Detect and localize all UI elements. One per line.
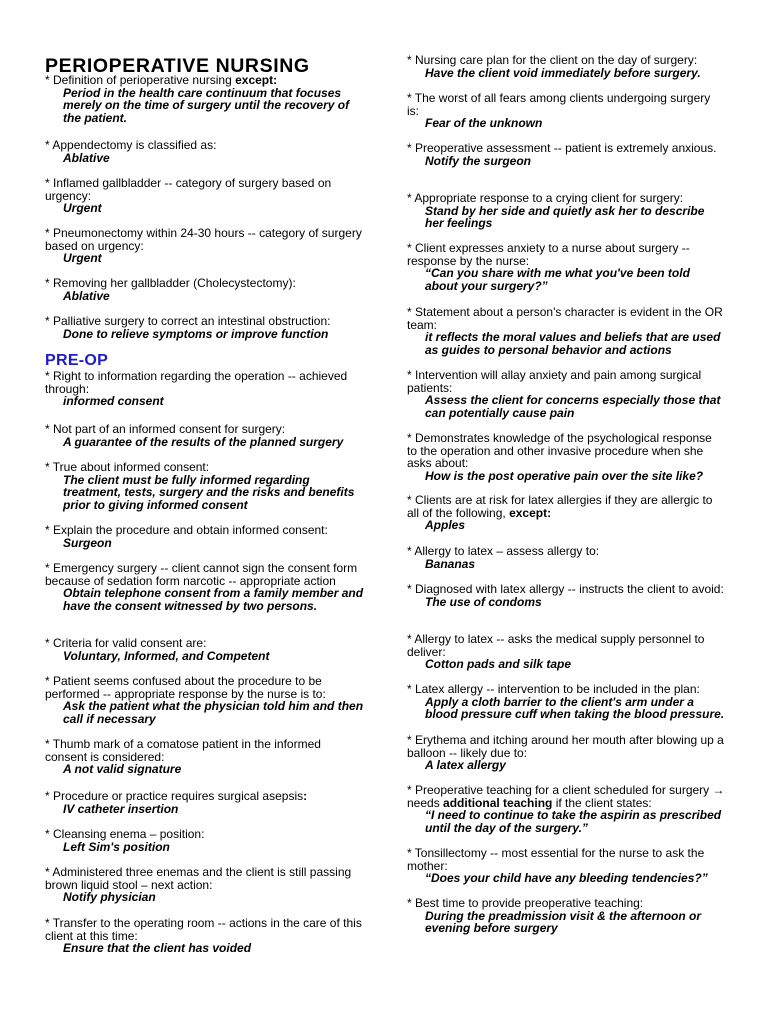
question-text [45,139,365,152]
question-stem: * Tonsillectomy -- most essential for the nurse to ask the mother: [407,846,705,873]
answer-text: it reflects the moral values and beliefs that are used as guides to personal behavior and actions [425,330,721,357]
qa-item [407,369,725,419]
question-emphasis: except: [235,73,278,87]
question-stem: * Appendectomy is classified as: [45,138,217,152]
qa-item [407,683,725,721]
answer-text: Voluntary, Informed, and Competent [63,648,270,663]
qa-item [45,828,365,853]
qa-item [407,784,725,834]
question-stem: * Thumb mark of a comatose patient in the informed consent is considered: [45,737,321,764]
question-text [407,897,725,910]
qa-item [45,562,365,612]
question-text [45,423,365,436]
answer-text: A not valid signature [63,762,182,776]
question-text [45,738,365,763]
question-stem: * Pneumonectomy within 24-30 hours -- category of surgery based on urgency: [45,226,362,253]
qa-item [45,139,365,164]
section-heading-preop: PRE-OP [45,352,109,369]
qa-item [407,545,725,570]
answer-text: “Does your child have any bleeding tendencies?” [425,871,708,885]
qa-item [407,242,725,292]
question-text [45,370,365,395]
question-text [407,583,725,596]
answer-text: Period in the health care continuum that focuses merely on the time of surgery until the recovery of the patient. [63,85,350,125]
question-text [45,866,365,891]
question-text [45,790,365,803]
question-stem: * Patient seems confused about the procedure to be performed -- appropriate response by the nurse is to: [45,674,326,701]
answer-text: A guarantee of the results of the planned surgery [63,434,344,449]
question-stem: * Preoperative assessment -- patient is extremely anxious. [407,141,717,155]
question-text [407,242,725,267]
question-text [407,369,725,394]
question-stem: * Removing her gallbladder (Cholecystectomy): [45,276,296,290]
question-stem: * True about informed consent: [45,460,210,474]
question-text [407,142,725,155]
qa-item [407,734,725,772]
answer-text: Stand by her side and quietly ask her to describe her feelings [425,203,705,230]
answer-text: Ablative [63,288,110,303]
question-stem: * Intervention will allay anxiety and pain among surgical patients: [407,368,702,395]
qa-item [45,423,365,448]
question-text [45,227,365,252]
answer-text: The client must be fully informed regarding treatment, tests, surgery and the risks and benefits prior to giving informed consent [63,472,355,512]
question-text [407,192,725,205]
qa-item [407,192,725,230]
qa-item [45,74,365,124]
question-text [407,545,725,558]
question-text [45,277,365,290]
question-stem: * Preoperative teaching for a client scheduled for surgery → needs [407,783,725,810]
question-text [45,74,365,87]
answer-text: IV catheter insertion [63,801,179,816]
answer-text: “Can you share with me what you've been told about your surgery?” [425,266,690,293]
question-emphasis: : [303,789,308,803]
qa-item [45,461,365,511]
question-text [407,734,725,759]
question-text [45,917,365,942]
question-stem: * Appropriate response to a crying client for surgery: [407,191,684,205]
question-text [407,54,725,67]
question-stem: * Palliative surgery to correct an intestinal obstruction: [45,314,331,328]
answer-text: Have the client void immediately before surgery. [425,65,701,80]
answer-text: Ask the patient what the physician told him and then call if necessary [63,699,364,726]
qa-item [45,637,365,662]
answer-text: Notify physician [63,890,156,904]
question-stem: * Not part of an informed consent for surgery: [45,422,286,436]
qa-item [45,866,365,904]
qa-item [45,790,365,815]
question-stem: * Right to information regarding the operation -- achieved through: [45,369,348,396]
question-tail: if the client states: [552,795,652,810]
answer-text: Ablative [63,150,110,165]
qa-item [45,177,365,215]
question-stem: * Procedure or practice requires surgical asepsis [45,789,304,803]
question-stem: * Inflamed gallbladder -- category of surgery based on urgency: [45,176,332,203]
question-stem: * Cleansing enema – position: [45,827,205,841]
page-title: PERIOPERATIVE NURSING [45,55,310,77]
question-text [407,306,725,331]
qa-item [45,277,365,302]
answer-text: Done to relieve symptoms or improve function [63,326,329,341]
question-text [407,92,725,117]
answer-text: During the preadmission visit & the afternoon or evening before surgery [425,908,702,935]
answer-text: Apply a cloth barrier to the client's arm under a blood pressure cuff when taking the blood pressure. [425,694,725,721]
question-stem: * Client expresses anxiety to a nurse about surgery -- response by the nurse: [407,241,690,268]
qa-item [45,524,365,549]
qa-item [407,494,725,532]
question-stem: * Definition of perioperative nursing [45,73,236,87]
question-stem: * Explain the procedure and obtain informed consent: [45,523,328,537]
question-text [45,177,365,202]
question-stem: * Criteria for valid consent are: [45,636,207,650]
question-stem: * Allergy to latex -- asks the medical supply personnel to deliver: [407,632,705,659]
answer-text: Left Sim's position [63,839,170,854]
question-stem: * The worst of all fears among clients undergoing surgery is: [407,91,711,118]
question-stem: * Clients are at risk for latex allergies if they are allergic to all of the following, [407,493,713,520]
answer-text: Bananas [425,556,476,571]
question-stem: * Demonstrates knowledge of the psychological response to the operation and other invasive procedure when she asks about: [407,431,712,470]
question-text [407,494,725,519]
question-text [407,432,725,470]
question-text [407,847,725,872]
qa-item [407,583,725,608]
question-stem: * Diagnosed with latex allergy -- instructs the client to avoid: [407,582,724,596]
question-emphasis: additional teaching [443,795,553,810]
question-stem: * Best time to provide preoperative teaching: [407,896,644,910]
qa-item [45,917,365,955]
qa-item [407,897,725,935]
answer-text: The use of condoms [425,594,542,609]
answer-text: A latex allergy [425,758,506,772]
question-stem: * Latex allergy -- intervention to be included in the plan: [407,682,700,696]
question-stem: * Administered three enemas and the client is still passing brown liquid stool – next action: [45,865,352,892]
answer-text: Obtain telephone consent from a family member and have the consent witnessed by two persons. [63,586,364,613]
question-text [45,315,365,328]
answer-text: How is the post operative pain over the site like? [425,468,704,483]
question-text [407,683,725,696]
question-text [45,524,365,537]
qa-item [407,847,725,885]
question-stem: * Allergy to latex – assess allergy to: [407,544,600,558]
qa-item [407,54,725,79]
qa-item [45,675,365,725]
answer-text: Fear of the unknown [425,116,543,130]
question-text [45,461,365,474]
question-stem: * Transfer to the operating room -- actions in the care of this client at this time: [45,916,362,943]
answer-text: Apples [425,518,466,532]
answer-text: informed consent [63,394,164,408]
question-text [45,637,365,650]
question-stem: * Erythema and itching around her mouth after blowing up a balloon -- likely due to: [407,733,724,760]
answer-text: Assess the client for concerns especially those that can potentially cause pain [425,393,721,420]
answer-text: “I need to continue to take the aspirin as prescribed until the day of the surgery.” [425,808,722,835]
qa-item [407,142,725,167]
answer-text: Urgent [63,201,102,215]
qa-item [407,633,725,671]
question-text [407,784,725,809]
answer-text: Urgent [63,251,102,265]
qa-item [45,227,365,265]
question-text [45,828,365,841]
qa-item [45,738,365,776]
question-stem: * Nursing care plan for the client on the day of surgery: [407,53,698,67]
qa-item [407,306,725,356]
question-text [407,633,725,658]
question-stem: * Statement about a person's character is evident in the OR team: [407,305,723,332]
qa-item [45,315,365,340]
answer-text: Notify the surgeon [425,153,532,168]
question-text [45,675,365,700]
qa-item [407,432,725,482]
answer-text: Surgeon [63,535,112,550]
answer-text: Ensure that the client has voided [63,941,252,955]
question-text [45,562,365,587]
qa-item [407,92,725,130]
question-stem: * Emergency surgery -- client cannot sign the consent form because of sedation form narcotic -- appropriate action [45,561,358,588]
question-emphasis: except: [509,505,552,520]
answer-text: Cotton pads and silk tape [425,657,572,671]
qa-item [45,370,365,408]
